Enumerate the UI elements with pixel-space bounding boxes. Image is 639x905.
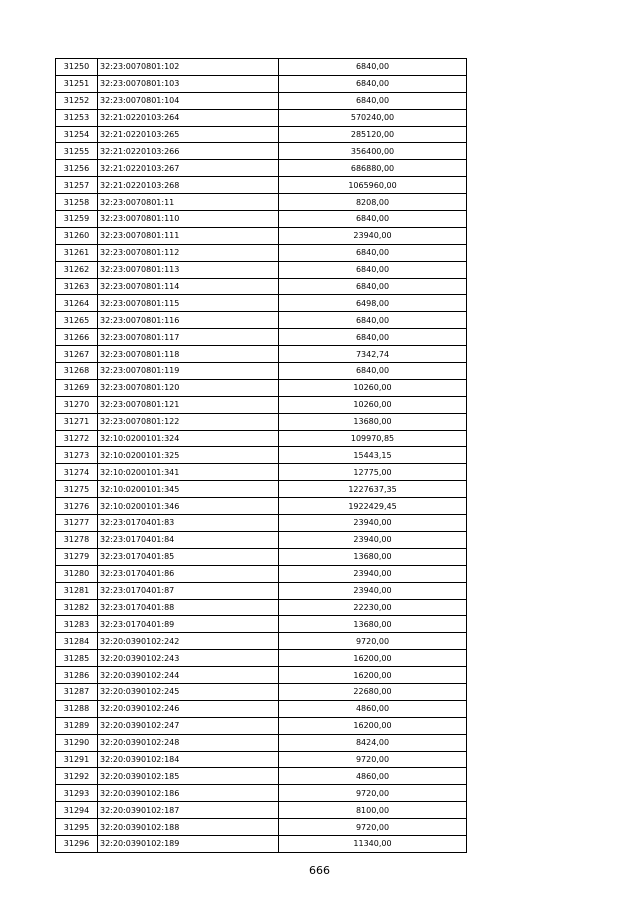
value-cell: 8100,00 [279, 802, 467, 819]
row-number-cell: 31262 [56, 261, 98, 278]
table-row [56, 194, 467, 211]
value-cell: 6498,00 [279, 295, 467, 312]
table-row [56, 160, 467, 177]
row-number-cell: 31266 [56, 329, 98, 346]
cadastral-id-cell: 32:20:0390102:189 [98, 835, 279, 852]
row-number-cell: 31277 [56, 515, 98, 532]
table-row [56, 312, 467, 329]
table-row [56, 430, 467, 447]
row-number-cell: 31278 [56, 531, 98, 548]
table-row [56, 211, 467, 228]
value-cell: 16200,00 [279, 667, 467, 684]
value-cell: 6840,00 [279, 278, 467, 295]
row-number-cell: 31254 [56, 126, 98, 143]
value-cell: 285120,00 [279, 126, 467, 143]
table-row [56, 92, 467, 109]
table-row [56, 59, 467, 76]
cadastral-id-cell: 32:20:0390102:188 [98, 819, 279, 836]
value-cell: 6840,00 [279, 261, 467, 278]
row-number-cell: 31287 [56, 683, 98, 700]
value-cell: 13680,00 [279, 616, 467, 633]
row-number-cell: 31260 [56, 227, 98, 244]
table-row [56, 548, 467, 565]
value-cell: 1227637,35 [279, 481, 467, 498]
cadastral-id-cell: 32:23:0170401:87 [98, 582, 279, 599]
cadastral-id-cell: 32:20:0390102:244 [98, 667, 279, 684]
table-row [56, 126, 467, 143]
cadastral-id-cell: 32:20:0390102:243 [98, 650, 279, 667]
cadastral-id-cell: 32:23:0070801:119 [98, 363, 279, 380]
table-row [56, 582, 467, 599]
records-table [55, 58, 467, 853]
table-row [56, 498, 467, 515]
row-number-cell: 31253 [56, 109, 98, 126]
table-row [56, 650, 467, 667]
table-row [56, 143, 467, 160]
row-number-cell: 31273 [56, 447, 98, 464]
table-row [56, 802, 467, 819]
row-number-cell: 31285 [56, 650, 98, 667]
value-cell: 9720,00 [279, 819, 467, 836]
table-row [56, 295, 467, 312]
row-number-cell: 31276 [56, 498, 98, 515]
cadastral-id-cell: 32:20:0390102:246 [98, 700, 279, 717]
cadastral-id-cell: 32:23:0070801:114 [98, 278, 279, 295]
table-row [56, 464, 467, 481]
page-number: 666 [309, 864, 330, 877]
cadastral-id-cell: 32:20:0390102:185 [98, 768, 279, 785]
table-row [56, 396, 467, 413]
table-row [56, 278, 467, 295]
value-cell: 8208,00 [279, 194, 467, 211]
value-cell: 22680,00 [279, 683, 467, 700]
cadastral-id-cell: 32:23:0170401:83 [98, 515, 279, 532]
cadastral-id-cell: 32:21:0220103:267 [98, 160, 279, 177]
row-number-cell: 31291 [56, 751, 98, 768]
value-cell: 6840,00 [279, 92, 467, 109]
value-cell: 16200,00 [279, 717, 467, 734]
table-row [56, 346, 467, 363]
cadastral-id-cell: 32:23:0070801:118 [98, 346, 279, 363]
row-number-cell: 31282 [56, 599, 98, 616]
row-number-cell: 31264 [56, 295, 98, 312]
cadastral-id-cell: 32:21:0220103:266 [98, 143, 279, 160]
cadastral-id-cell: 32:23:0070801:104 [98, 92, 279, 109]
table-row [56, 565, 467, 582]
row-number-cell: 31283 [56, 616, 98, 633]
value-cell: 686880,00 [279, 160, 467, 177]
row-number-cell: 31261 [56, 244, 98, 261]
table-row [56, 633, 467, 650]
row-number-cell: 31268 [56, 363, 98, 380]
row-number-cell: 31267 [56, 346, 98, 363]
value-cell: 10260,00 [279, 396, 467, 413]
value-cell: 6840,00 [279, 312, 467, 329]
value-cell: 6840,00 [279, 363, 467, 380]
row-number-cell: 31257 [56, 177, 98, 194]
table-row [56, 109, 467, 126]
cadastral-id-cell: 32:23:0070801:11 [98, 194, 279, 211]
table-row [56, 447, 467, 464]
cadastral-id-cell: 32:23:0070801:112 [98, 244, 279, 261]
cadastral-id-cell: 32:20:0390102:186 [98, 785, 279, 802]
row-number-cell: 31290 [56, 734, 98, 751]
cadastral-id-cell: 32:23:0070801:117 [98, 329, 279, 346]
row-number-cell: 31293 [56, 785, 98, 802]
row-number-cell: 31270 [56, 396, 98, 413]
value-cell: 9720,00 [279, 785, 467, 802]
value-cell: 9720,00 [279, 751, 467, 768]
value-cell: 15443,15 [279, 447, 467, 464]
table-row [56, 599, 467, 616]
row-number-cell: 31274 [56, 464, 98, 481]
table-row [56, 819, 467, 836]
value-cell: 23940,00 [279, 531, 467, 548]
table-row [56, 683, 467, 700]
row-number-cell: 31281 [56, 582, 98, 599]
value-cell: 8424,00 [279, 734, 467, 751]
table-row [56, 177, 467, 194]
cadastral-id-cell: 32:20:0390102:248 [98, 734, 279, 751]
cadastral-id-cell: 32:23:0070801:113 [98, 261, 279, 278]
cadastral-id-cell: 32:10:0200101:345 [98, 481, 279, 498]
row-number-cell: 31255 [56, 143, 98, 160]
cadastral-id-cell: 32:21:0220103:268 [98, 177, 279, 194]
table-row [56, 734, 467, 751]
row-number-cell: 31256 [56, 160, 98, 177]
table-row [56, 700, 467, 717]
value-cell: 6840,00 [279, 75, 467, 92]
cadastral-id-cell: 32:23:0070801:120 [98, 379, 279, 396]
value-cell: 7342,74 [279, 346, 467, 363]
row-number-cell: 31252 [56, 92, 98, 109]
cadastral-id-cell: 32:10:0200101:341 [98, 464, 279, 481]
row-number-cell: 31259 [56, 211, 98, 228]
value-cell: 16200,00 [279, 650, 467, 667]
row-number-cell: 31296 [56, 835, 98, 852]
value-cell: 356400,00 [279, 143, 467, 160]
cadastral-id-cell: 32:23:0170401:84 [98, 531, 279, 548]
value-cell: 23940,00 [279, 227, 467, 244]
cadastral-id-cell: 32:23:0070801:111 [98, 227, 279, 244]
cadastral-id-cell: 32:20:0390102:184 [98, 751, 279, 768]
row-number-cell: 31272 [56, 430, 98, 447]
value-cell: 11340,00 [279, 835, 467, 852]
value-cell: 4860,00 [279, 700, 467, 717]
value-cell: 22230,00 [279, 599, 467, 616]
cadastral-id-cell: 32:20:0390102:247 [98, 717, 279, 734]
row-number-cell: 31294 [56, 802, 98, 819]
table-row [56, 667, 467, 684]
cadastral-id-cell: 32:23:0070801:115 [98, 295, 279, 312]
value-cell: 12775,00 [279, 464, 467, 481]
value-cell: 10260,00 [279, 379, 467, 396]
row-number-cell: 31286 [56, 667, 98, 684]
value-cell: 23940,00 [279, 582, 467, 599]
row-number-cell: 31292 [56, 768, 98, 785]
row-number-cell: 31284 [56, 633, 98, 650]
cadastral-id-cell: 32:23:0170401:89 [98, 616, 279, 633]
table-row [56, 227, 467, 244]
cadastral-id-cell: 32:21:0220103:264 [98, 109, 279, 126]
value-cell: 1065960,00 [279, 177, 467, 194]
cadastral-id-cell: 32:20:0390102:242 [98, 633, 279, 650]
row-number-cell: 31295 [56, 819, 98, 836]
cadastral-id-cell: 32:10:0200101:346 [98, 498, 279, 515]
table-row [56, 616, 467, 633]
table-row [56, 531, 467, 548]
cadastral-id-cell: 32:23:0170401:86 [98, 565, 279, 582]
row-number-cell: 31250 [56, 59, 98, 76]
value-cell: 6840,00 [279, 329, 467, 346]
cadastral-id-cell: 32:20:0390102:187 [98, 802, 279, 819]
value-cell: 4860,00 [279, 768, 467, 785]
table-row [56, 835, 467, 852]
cadastral-id-cell: 32:23:0070801:121 [98, 396, 279, 413]
table-row [56, 379, 467, 396]
value-cell: 13680,00 [279, 413, 467, 430]
cadastral-id-cell: 32:23:0170401:88 [98, 599, 279, 616]
table-row [56, 244, 467, 261]
row-number-cell: 31251 [56, 75, 98, 92]
value-cell: 13680,00 [279, 548, 467, 565]
cadastral-id-cell: 32:23:0070801:103 [98, 75, 279, 92]
row-number-cell: 31265 [56, 312, 98, 329]
cadastral-id-cell: 32:23:0170401:85 [98, 548, 279, 565]
value-cell: 1922429,45 [279, 498, 467, 515]
row-number-cell: 31271 [56, 413, 98, 430]
cadastral-id-cell: 32:20:0390102:245 [98, 683, 279, 700]
table-row [56, 75, 467, 92]
value-cell: 9720,00 [279, 633, 467, 650]
value-cell: 6840,00 [279, 59, 467, 76]
table-row [56, 717, 467, 734]
value-cell: 23940,00 [279, 565, 467, 582]
row-number-cell: 31258 [56, 194, 98, 211]
row-number-cell: 31280 [56, 565, 98, 582]
cadastral-id-cell: 32:23:0070801:122 [98, 413, 279, 430]
row-number-cell: 31275 [56, 481, 98, 498]
table-row [56, 751, 467, 768]
cadastral-id-cell: 32:23:0070801:102 [98, 59, 279, 76]
table-row [56, 768, 467, 785]
row-number-cell: 31288 [56, 700, 98, 717]
table-row [56, 515, 467, 532]
value-cell: 109970,85 [279, 430, 467, 447]
table-row [56, 413, 467, 430]
table-row [56, 363, 467, 380]
cadastral-id-cell: 32:23:0070801:116 [98, 312, 279, 329]
table-row [56, 785, 467, 802]
cadastral-id-cell: 32:21:0220103:265 [98, 126, 279, 143]
value-cell: 23940,00 [279, 515, 467, 532]
row-number-cell: 31269 [56, 379, 98, 396]
cadastral-id-cell: 32:23:0070801:110 [98, 211, 279, 228]
cadastral-id-cell: 32:10:0200101:325 [98, 447, 279, 464]
table-row [56, 261, 467, 278]
value-cell: 570240,00 [279, 109, 467, 126]
table-row [56, 329, 467, 346]
cadastral-id-cell: 32:10:0200101:324 [98, 430, 279, 447]
row-number-cell: 31279 [56, 548, 98, 565]
table-row [56, 481, 467, 498]
row-number-cell: 31263 [56, 278, 98, 295]
value-cell: 6840,00 [279, 211, 467, 228]
value-cell: 6840,00 [279, 244, 467, 261]
row-number-cell: 31289 [56, 717, 98, 734]
records-table-body [56, 59, 467, 853]
